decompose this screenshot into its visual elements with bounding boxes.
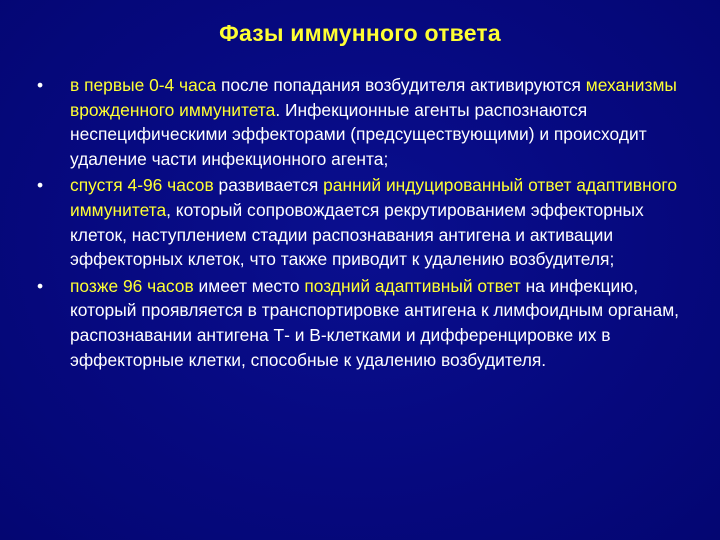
bullet-text: развивается — [213, 175, 324, 196]
bullet-item — [37, 173, 687, 271]
phase-time-label: в первые 0-4 часа — [70, 75, 217, 95]
bullet-list — [37, 73, 687, 374]
bullet-text: . Инфекционные агенты распознаются неспецифическими эффекторами (предсуществующими) и происходит удаление части инфекционного агента; — [70, 99, 647, 169]
bullet-dot-icon: • — [37, 75, 44, 95]
phase-name-label: ранний индуцированный ответ адаптивного иммунитета — [70, 175, 678, 220]
bullet-text: после попадания возбудителя активируются — [216, 75, 586, 95]
bullet-item — [37, 274, 687, 372]
phase-name-label: механизмы врожденного иммунитета — [70, 75, 677, 120]
phase-time-label: спустя 4-96 часов — [70, 175, 214, 196]
bullet-text: имеет место — [193, 275, 305, 296]
bullet-text: на инфекцию, который проявляется в транспортировке антигена к лимфоидным органам, распознавании антигена Т- и В-клетками и дифференцировке их в эффекторные клетки, способные к удалению возбудителя. — [70, 275, 679, 370]
bullet-dot-icon: • — [37, 175, 44, 196]
bullet-dot-icon: • — [37, 275, 44, 296]
phase-time-label: позже 96 часов — [70, 275, 194, 296]
bullet-item — [37, 73, 687, 171]
phase-name-label: поздний адаптивный ответ — [304, 275, 521, 296]
bullet-text: , который сопровождается рекрутированием эффекторных клеток, наступлением стадии распознавания антигена и активации эффекторных клеток, что также приводит к удалению возбудителя; — [70, 199, 644, 270]
slide-title: Фазы иммунного ответа — [219, 20, 501, 46]
